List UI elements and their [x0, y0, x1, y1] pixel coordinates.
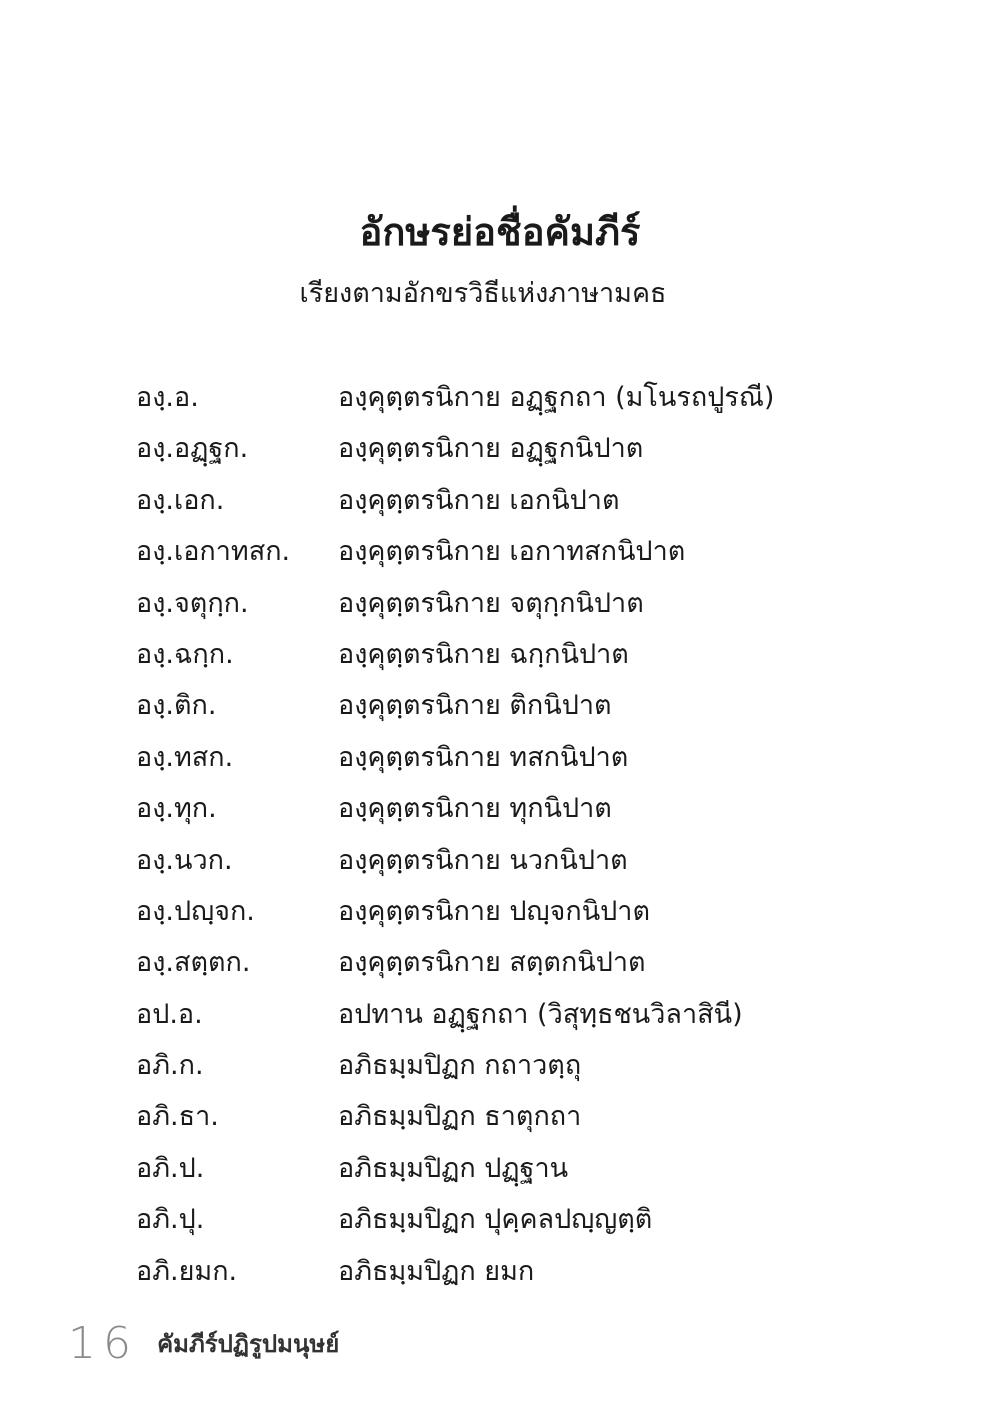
page-title: อักษรย่อชื่อคัมภีร์	[359, 210, 641, 254]
list-item	[0, 783, 1000, 834]
abbreviation: องฺ.ติก.	[136, 690, 217, 722]
list-item	[0, 989, 1000, 1040]
full-name: อภิธมฺมปิฏก ธาตุกถา	[338, 1101, 582, 1133]
abbreviation: องฺ.สตฺตก.	[136, 947, 251, 979]
full-name: องฺคุตฺตรนิกาย ติกนิปาต	[338, 690, 612, 722]
list-item	[0, 1091, 1000, 1142]
full-name: องฺคุตฺตรนิกาย จตุกฺกนิปาต	[338, 587, 644, 619]
page-subtitle: เรียงตามอักขรวิธีแห่งภาษามคธ	[299, 278, 667, 309]
full-name: องฺคุตฺตรนิกาย อฏฺฐกถา (มโนรถปูรณี)	[338, 382, 775, 413]
abbreviation: อภิ.ธา.	[136, 1101, 219, 1133]
full-name: องฺคุตฺตรนิกาย ทุกนิปาต	[338, 793, 612, 825]
list-item	[0, 526, 1000, 577]
abbreviation: องฺ.อฏฺฐก.	[136, 433, 249, 465]
full-name: องฺคุตฺตรนิกาย นวกนิปาต	[338, 844, 628, 876]
page-number: 16	[68, 1318, 138, 1369]
abbreviation: อภิ.ป.	[136, 1152, 205, 1184]
list-item	[0, 886, 1000, 937]
abbreviation: องฺ.ปญฺจก.	[136, 895, 255, 927]
abbreviation: อภิ.ก.	[136, 1050, 204, 1082]
full-name: องฺคุตฺตรนิกาย เอกาทสกนิปาต	[338, 536, 686, 568]
full-name: อภิธมฺมปิฏก ปฏฺฐาน	[338, 1152, 569, 1184]
abbreviation: องฺ.อ.	[136, 382, 199, 413]
abbreviation: องฺ.ฉกฺก.	[136, 638, 234, 670]
full-name: องฺคุตฺตรนิกาย ปญฺจกนิปาต	[338, 895, 651, 927]
abbreviation: อภิ.ยมก.	[136, 1255, 238, 1287]
full-name: อภิธมฺมปิฏก กถาวตฺถุ	[338, 1050, 582, 1082]
full-name: องฺคุตฺตรนิกาย เอกนิปาต	[338, 484, 620, 516]
list-item	[0, 835, 1000, 886]
abbreviation: องฺ.ทุก.	[136, 793, 217, 825]
abbreviation: องฺ.เอกาทสก.	[136, 536, 291, 568]
list-item	[0, 1246, 1000, 1297]
full-name: องฺคุตฺตรนิกาย อฏฺฐกนิปาต	[338, 433, 644, 465]
list-item	[0, 1040, 1000, 1091]
list-item	[0, 1194, 1000, 1245]
list-item	[0, 680, 1000, 731]
list-item	[0, 423, 1000, 474]
abbreviation: องฺ.จตุกฺก.	[136, 587, 249, 619]
list-item	[0, 578, 1000, 629]
list-item	[0, 475, 1000, 526]
full-name: อภิธมฺมปิฏก ยมก	[338, 1255, 535, 1287]
full-name: องฺคุตฺตรนิกาย สตฺตกนิปาต	[338, 947, 646, 979]
abbreviation: อภิ.ปุ.	[136, 1204, 205, 1236]
abbreviation: องฺ.นวก.	[136, 844, 233, 876]
full-name: อภิธมฺมปิฏก ปุคฺคลปญฺญตฺติ	[338, 1204, 653, 1236]
list-item	[0, 372, 1000, 423]
running-book-title: คัมภีร์ปฏิรูปมนุษย์	[157, 1330, 340, 1358]
abbreviation: องฺ.เอก.	[136, 484, 225, 516]
abbreviation-list	[0, 372, 1000, 1297]
full-name: องฺคุตฺตรนิกาย ทสกนิปาต	[338, 741, 629, 773]
list-item	[0, 937, 1000, 988]
list-item	[0, 732, 1000, 783]
full-name: อปทาน อฏฺฐกถา (วิสุทฺธชนวิลาสินี)	[338, 998, 743, 1030]
full-name: องฺคุตฺตรนิกาย ฉกฺกนิปาต	[338, 638, 629, 670]
page-footer	[68, 1318, 339, 1378]
abbreviation: อป.อ.	[136, 998, 203, 1030]
abbreviation: องฺ.ทสก.	[136, 741, 234, 773]
list-item	[0, 1143, 1000, 1194]
list-item	[0, 629, 1000, 680]
